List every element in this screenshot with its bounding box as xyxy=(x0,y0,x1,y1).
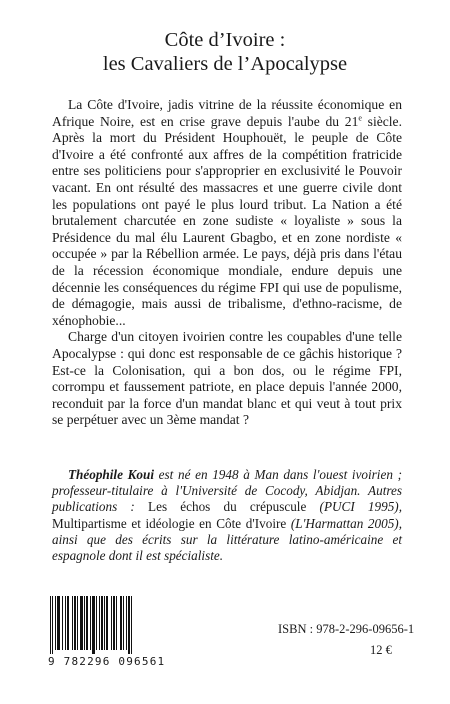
publisher-1: (PUCI 1995), xyxy=(319,499,402,515)
barcode-icon xyxy=(48,596,160,654)
blurb xyxy=(52,97,402,429)
blurb-p1-start: La Côte d'Ivoire, jadis vitrine de la réussite économique en Afrique Noire, est en crise grave depuis l'aube du 21 xyxy=(52,97,402,129)
book-title-1: Les échos du crépuscule xyxy=(148,499,320,515)
bio-paragraph xyxy=(52,467,402,564)
isbn: ISBN : 978-2-296-09656-1 xyxy=(278,622,415,636)
book-title-2: Multipartisme et idéologie en Côte d'Ivoire xyxy=(52,515,291,531)
blurb-paragraph-2: Charge d'un citoyen ivoirien contre les coupables d'une telle Apocalypse : qui donc est responsable de ce gâchis historique ? Est-ce la Colonisation, qui a bon dos, ou le régime FPI, corrompu et faussement patriote, en place depuis l'année 2000, reconduit par la force d'un mandat blanc et qui veut à tout prix se perpétuer avec un 3ème mandat ? xyxy=(52,329,402,428)
author-bio xyxy=(52,467,402,564)
title-line-2: les Cavaliers de l’Apocalypse xyxy=(102,53,348,75)
barcode-digits: 9 782296 096561 xyxy=(48,655,166,668)
blurb-p1-rest: siècle. Après la mort du Président Houphouët, le peuple de Côte d'Ivoire a été confronté aux affres de la compétition fratricide entre ses politiciens pour s'approprier en exclusivité le Pouvoir vacant. En ont résulté des massacres et une guerre civile dont les populations ont payé le plus lourd tribut. La Nation a été brutalement charcutée en zone sudiste « loyaliste » sous la Présidence du mal élu Laurent Gbagbo, et en zone nordiste « occupée » par la Rébellion armée. Le pays, déjà pris dans l'étau de la récession économique mondiale, endure depuis une décennie les conséquences du régime FPI qui use de populisme, de démagogie, mais aussi de tribalisme, d'ethno-racisme, de xénophobie... xyxy=(52,113,402,328)
publisher-2: (L'Harmattan 2005), xyxy=(290,515,402,531)
price: 12 € xyxy=(370,643,392,657)
book-title xyxy=(0,28,450,76)
bio-text-1: est né en 1948 à Man dans l'ouest ivoirien ; professeur-titulaire à l'Université de Cocody, Abidjan. Autres publications : xyxy=(52,467,402,515)
century-superscript: e xyxy=(358,113,362,123)
author-name: Théophile Koui xyxy=(68,467,154,482)
title-line-1: Côte d’Ivoire : xyxy=(164,29,286,51)
bio-text-2: ainsi que des écrits sur la littérature latino-américaine et espagnole dont il est spécialiste. xyxy=(52,531,402,564)
blurb-paragraph-1 xyxy=(52,97,402,329)
